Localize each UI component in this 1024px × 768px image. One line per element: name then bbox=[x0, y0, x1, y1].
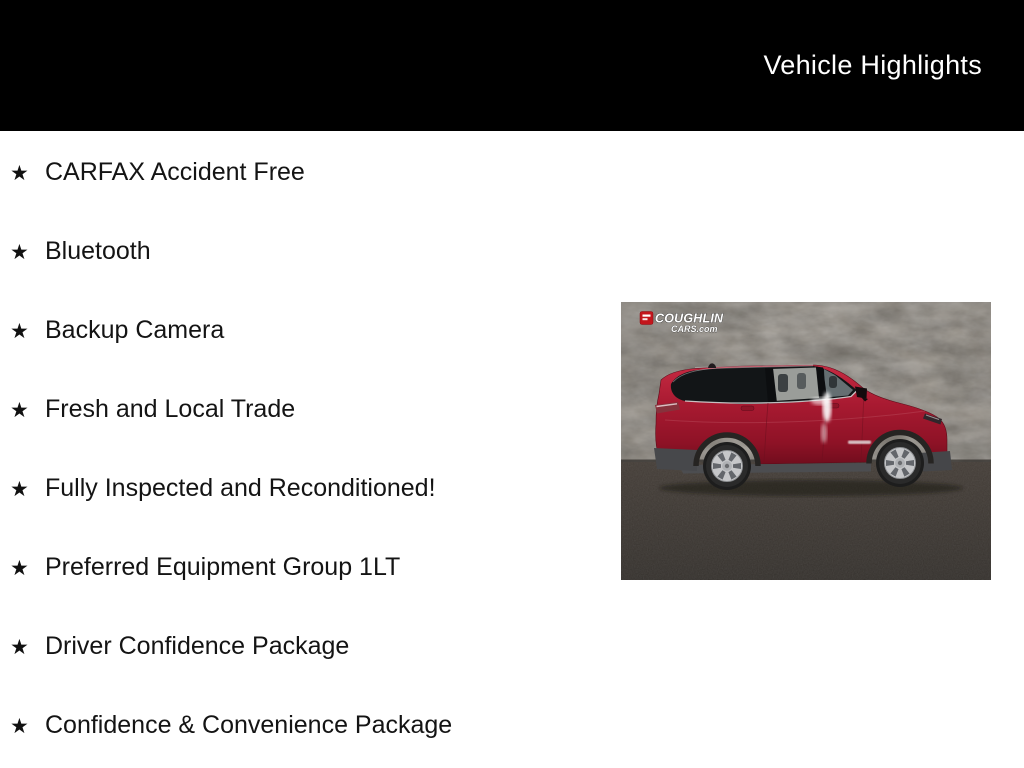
highlight-label: CARFAX Accident Free bbox=[45, 158, 305, 186]
highlight-item bbox=[10, 291, 452, 370]
photo-ground bbox=[621, 462, 991, 580]
highlight-label: Preferred Equipment Group 1LT bbox=[45, 553, 401, 581]
rear-wheel bbox=[703, 442, 751, 490]
highlight-item bbox=[10, 449, 452, 528]
star-bullet-icon: ★ bbox=[10, 162, 29, 185]
highlight-label: Fresh and Local Trade bbox=[45, 395, 296, 423]
highlight-label: Bluetooth bbox=[45, 237, 151, 265]
highlight-label: Driver Confidence Package bbox=[45, 632, 350, 660]
highlight-label: Confidence & Convenience Package bbox=[45, 711, 453, 739]
dealer-logo-line2: CARS.com bbox=[671, 324, 718, 334]
star-bullet-icon: ★ bbox=[10, 399, 29, 422]
vehicle-photo-illustration bbox=[621, 302, 991, 580]
highlight-item bbox=[10, 212, 452, 291]
highlight-label: Fully Inspected and Reconditioned! bbox=[45, 474, 436, 502]
star-bullet-icon: ★ bbox=[10, 715, 29, 738]
star-bullet-icon: ★ bbox=[10, 478, 29, 501]
highlight-item bbox=[10, 133, 452, 212]
highlight-label: Backup Camera bbox=[45, 316, 225, 344]
car-shadow bbox=[659, 480, 963, 496]
highlight-item bbox=[10, 686, 452, 765]
star-bullet-icon: ★ bbox=[10, 636, 29, 659]
star-bullet-icon: ★ bbox=[10, 557, 29, 580]
highlight-item bbox=[10, 607, 452, 686]
header-bar bbox=[0, 0, 1024, 131]
star-bullet-icon: ★ bbox=[10, 320, 29, 343]
front-wheel bbox=[876, 439, 924, 487]
highlight-item bbox=[10, 370, 452, 449]
highlight-item bbox=[10, 528, 452, 607]
star-bullet-icon: ★ bbox=[10, 241, 29, 264]
dealer-logo-icon bbox=[640, 312, 653, 325]
vehicle-highlights-list bbox=[10, 133, 452, 765]
page-title: Vehicle Highlights bbox=[763, 50, 982, 80]
vehicle-photo bbox=[621, 302, 991, 580]
dealer-logo-line1: COUGHLIN bbox=[655, 311, 724, 326]
